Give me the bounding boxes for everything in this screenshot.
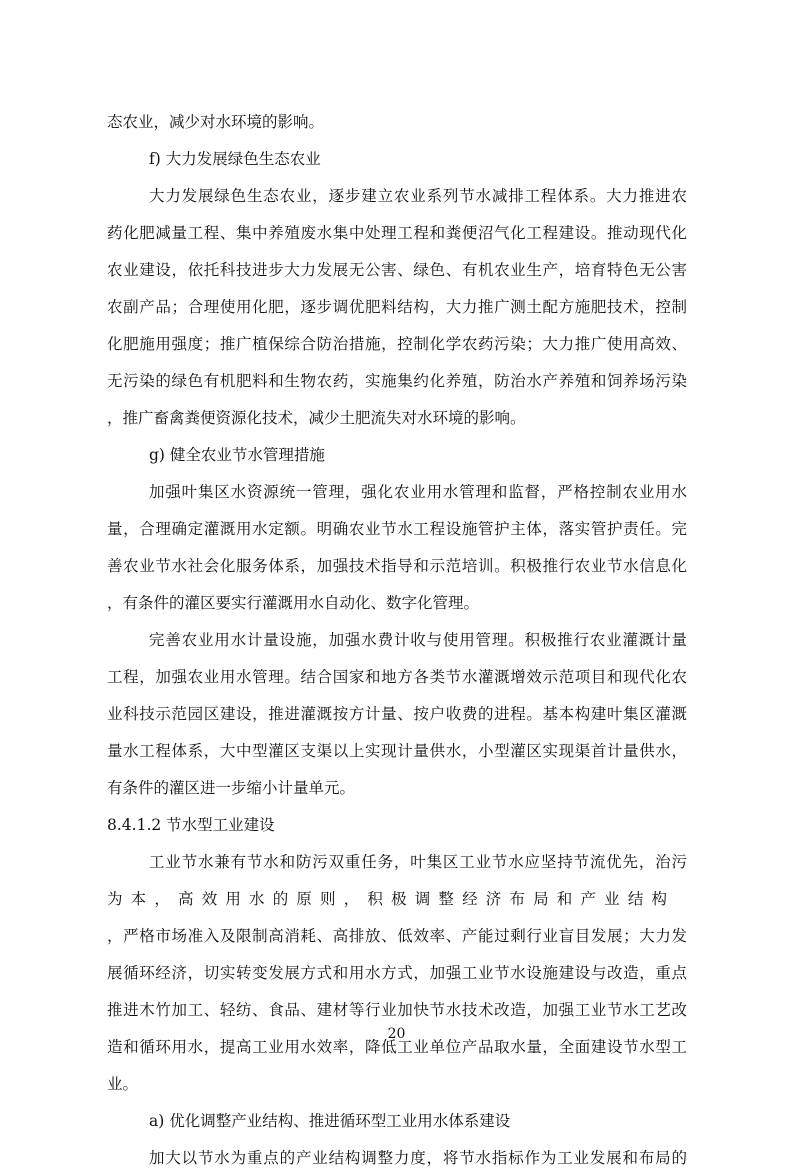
text-line: 工业节水兼有节水和防污双重任务，叶集区工业节水应坚持节流优先，治污 <box>149 853 687 871</box>
text-line: 推进木竹加工、轻纺、食品、建材等行业加快节水技术改造，加强工业节水工艺改 <box>107 1001 687 1019</box>
text-line: 农业建设，依托科技进步大力发展无公害、绿色、有机农业生产，培育特色无公害 <box>107 261 687 279</box>
text-line: ，推广畜禽粪便资源化技术，减少土肥流失对水环境的影响。 <box>107 409 526 427</box>
text-line: 化肥施用强度；推广植保综合防治措施，控制化学农药污染；大力推广使用高效、 <box>107 335 687 353</box>
text-line: 量，合理确定灌溉用水定额。明确农业节水工程设施管护主体，落实管护责任。完 <box>107 520 687 538</box>
subsection-heading: f) 大力发展绿色生态农业 <box>149 150 321 168</box>
text-line: 农副产品；合理使用化肥，逐步调优肥料结构，大力推广测土配方施肥技术，控制 <box>107 298 687 316</box>
text-line: 量水工程体系，大中型灌区支渠以上实现计量供水，小型灌区实现渠首计量供水， <box>107 742 687 760</box>
text-line: 造和循环用水，提高工业用水效率，降低工业单位产品取水量，全面建设节水型工 <box>107 1038 687 1056</box>
text-line: 无污染的绿色有机肥料和生物农药，实施集约化养殖，防治水产养殖和饲养场污染 <box>107 372 687 390</box>
text-line: 为本，高效用水的原则，积极调整经济布局和产业结构 <box>107 890 667 908</box>
section-heading: 8.4.1.2 节水型工业建设 <box>107 816 275 834</box>
text-line: 展循环经济，切实转变发展方式和用水方式，加强工业节水设施建设与改造，重点 <box>107 964 687 982</box>
text-line: 大力发展绿色生态农业，逐步建立农业系列节水减排工程体系。大力推进农 <box>149 187 687 205</box>
text-line: 药化肥减量工程、集中养殖废水集中处理工程和粪便沼气化工程建设。推动现代化 <box>107 224 687 242</box>
text-line: 加强叶集区水资源统一管理，强化农业用水管理和监督，严格控制农业用水 <box>149 483 687 501</box>
text-line: 善农业节水社会化服务体系，加强技术指导和示范培训。积极推行农业节水信息化 <box>107 557 687 575</box>
text-line: 业科技示范园区建设，推进灌溉按方计量、按户收费的进程。基本构建叶集区灌溉 <box>107 705 687 723</box>
text-line: 有条件的灌区进一步缩小计量单元。 <box>107 779 356 797</box>
page-number: 20 <box>387 1026 406 1042</box>
text-line: 态农业，减少对水环境的影响。 <box>107 113 325 131</box>
subsection-heading: g) 健全农业节水管理措施 <box>149 446 325 464</box>
text-line: 加大以节水为重点的产业结构调整力度，将节水指标作为工业发展和布局的 <box>149 1149 687 1167</box>
text-line: 完善农业用水计量设施，加强水费计收与使用管理。积极推行农业灌溉计量 <box>149 631 687 649</box>
subsection-heading: a) 优化调整产业结构、推进循环型工业用水体系建设 <box>149 1112 511 1130</box>
text-line: 工程，加强农业用水管理。结合国家和地方各类节水灌溉增效示范项目和现代化农 <box>107 668 687 686</box>
text-line: ，严格市场准入及限制高消耗、高排放、低效率、产能过剩行业盲目发展；大力发 <box>107 927 687 945</box>
text-line: ，有条件的灌区要实行灌溉用水自动化、数字化管理。 <box>107 594 480 612</box>
text-line: 业。 <box>107 1075 139 1093</box>
